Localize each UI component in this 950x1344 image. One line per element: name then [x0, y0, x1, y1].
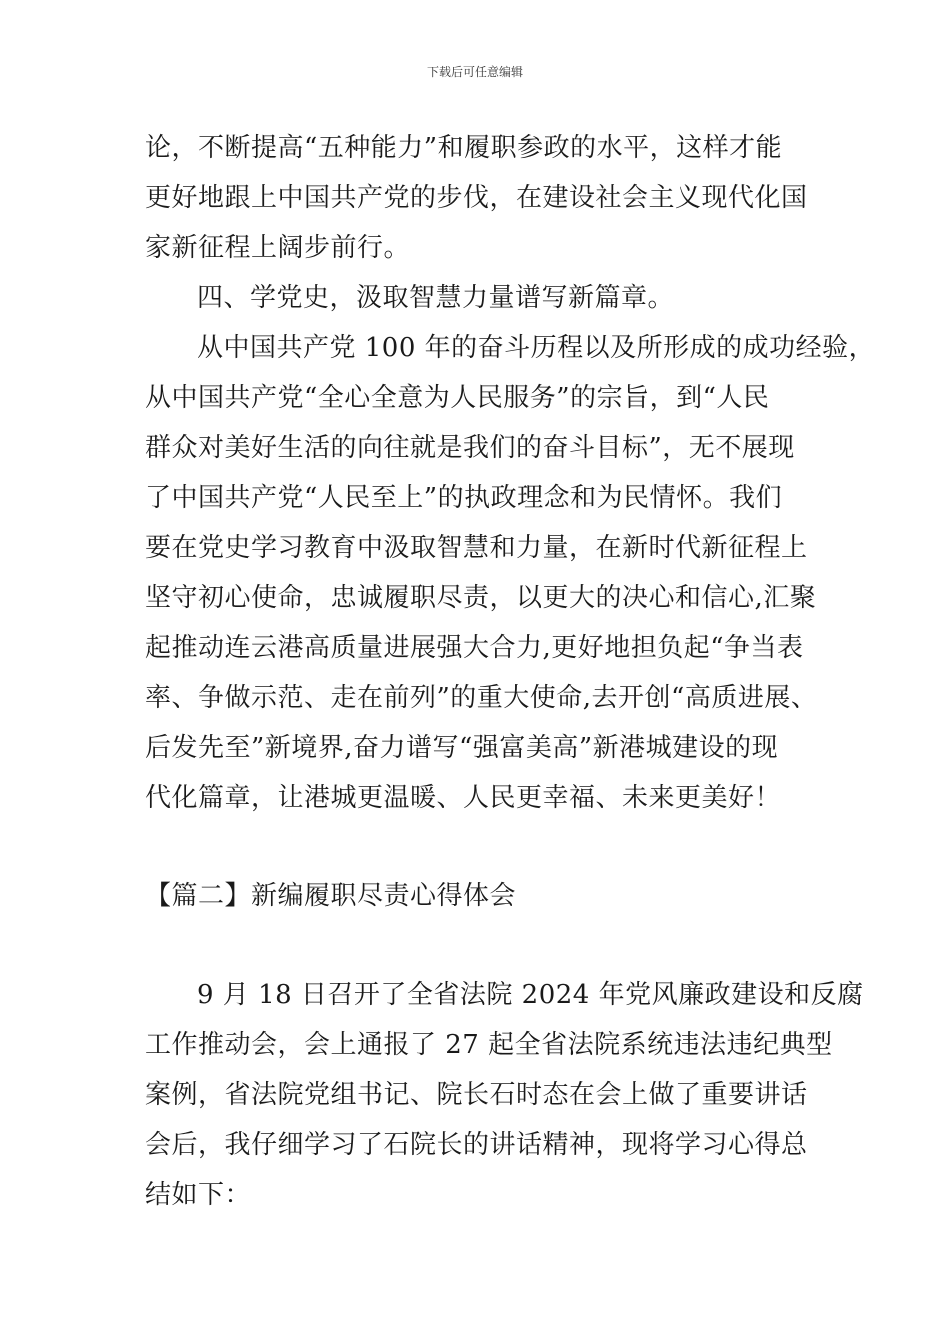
section-heading: 四、学党史，汲取智慧力量谱写新篇章。	[197, 283, 675, 313]
body-line: 群众对美好生活的向往就是我们的奋斗目标”，无不展现	[145, 433, 795, 463]
body-line: 更好地跟上中国共产党的步伐，在建设社会主义现代化国	[145, 183, 808, 213]
page-header: 下载后可任意编辑	[426, 65, 523, 79]
body-line: 要在党史学习教育中汲取智慧和力量，在新时代新征程上	[145, 533, 808, 563]
body-line: 结如下：	[145, 1180, 252, 1210]
body-line: 论，不断提高“五种能力”和履职参政的水平，这样才能	[145, 133, 783, 163]
body-line: 从中国共产党 100 年的奋斗历程以及所形成的成功经验，	[197, 333, 876, 363]
body-line: 从中国共产党“全心全意为人民服务”的宗旨，到“人民	[145, 383, 770, 413]
body-line: 率、争做示范、走在前列”的重大使命,去开创“高质进展、	[145, 683, 818, 713]
body-line: 代化篇章，让港城更温暖、人民更幸福、未来更美好！	[145, 783, 782, 813]
body-line: 家新征程上阔步前行。	[145, 233, 411, 263]
body-line: 坚守初心使命，忠诚履职尽责，以更大的决心和信心,汇聚	[145, 583, 817, 613]
body-line: 案例，省法院党组书记、院长石时态在会上做了重要讲话	[145, 1080, 808, 1110]
body-line: 起推动连云港高质量进展强大合力,更好地担负起“争当表	[145, 633, 804, 663]
body-line: 后发先至”新境界,奋力谱写“强富美高”新港城建设的现	[145, 733, 779, 763]
body-line: 9 月 18 日召开了全省法院 2024 年党风廉政建设和反腐	[197, 980, 864, 1010]
body-line: 工作推动会，会上通报了 27 起全省法院系统违法违纪典型	[145, 1030, 833, 1060]
body-line: 了中国共产党“人民至上”的执政理念和为民情怀。我们	[145, 483, 783, 513]
body-line: 会后，我仔细学习了石院长的讲话精神，现将学习心得总	[145, 1130, 808, 1160]
article-title: 【篇二】新编履职尽责心得体会	[145, 881, 517, 911]
